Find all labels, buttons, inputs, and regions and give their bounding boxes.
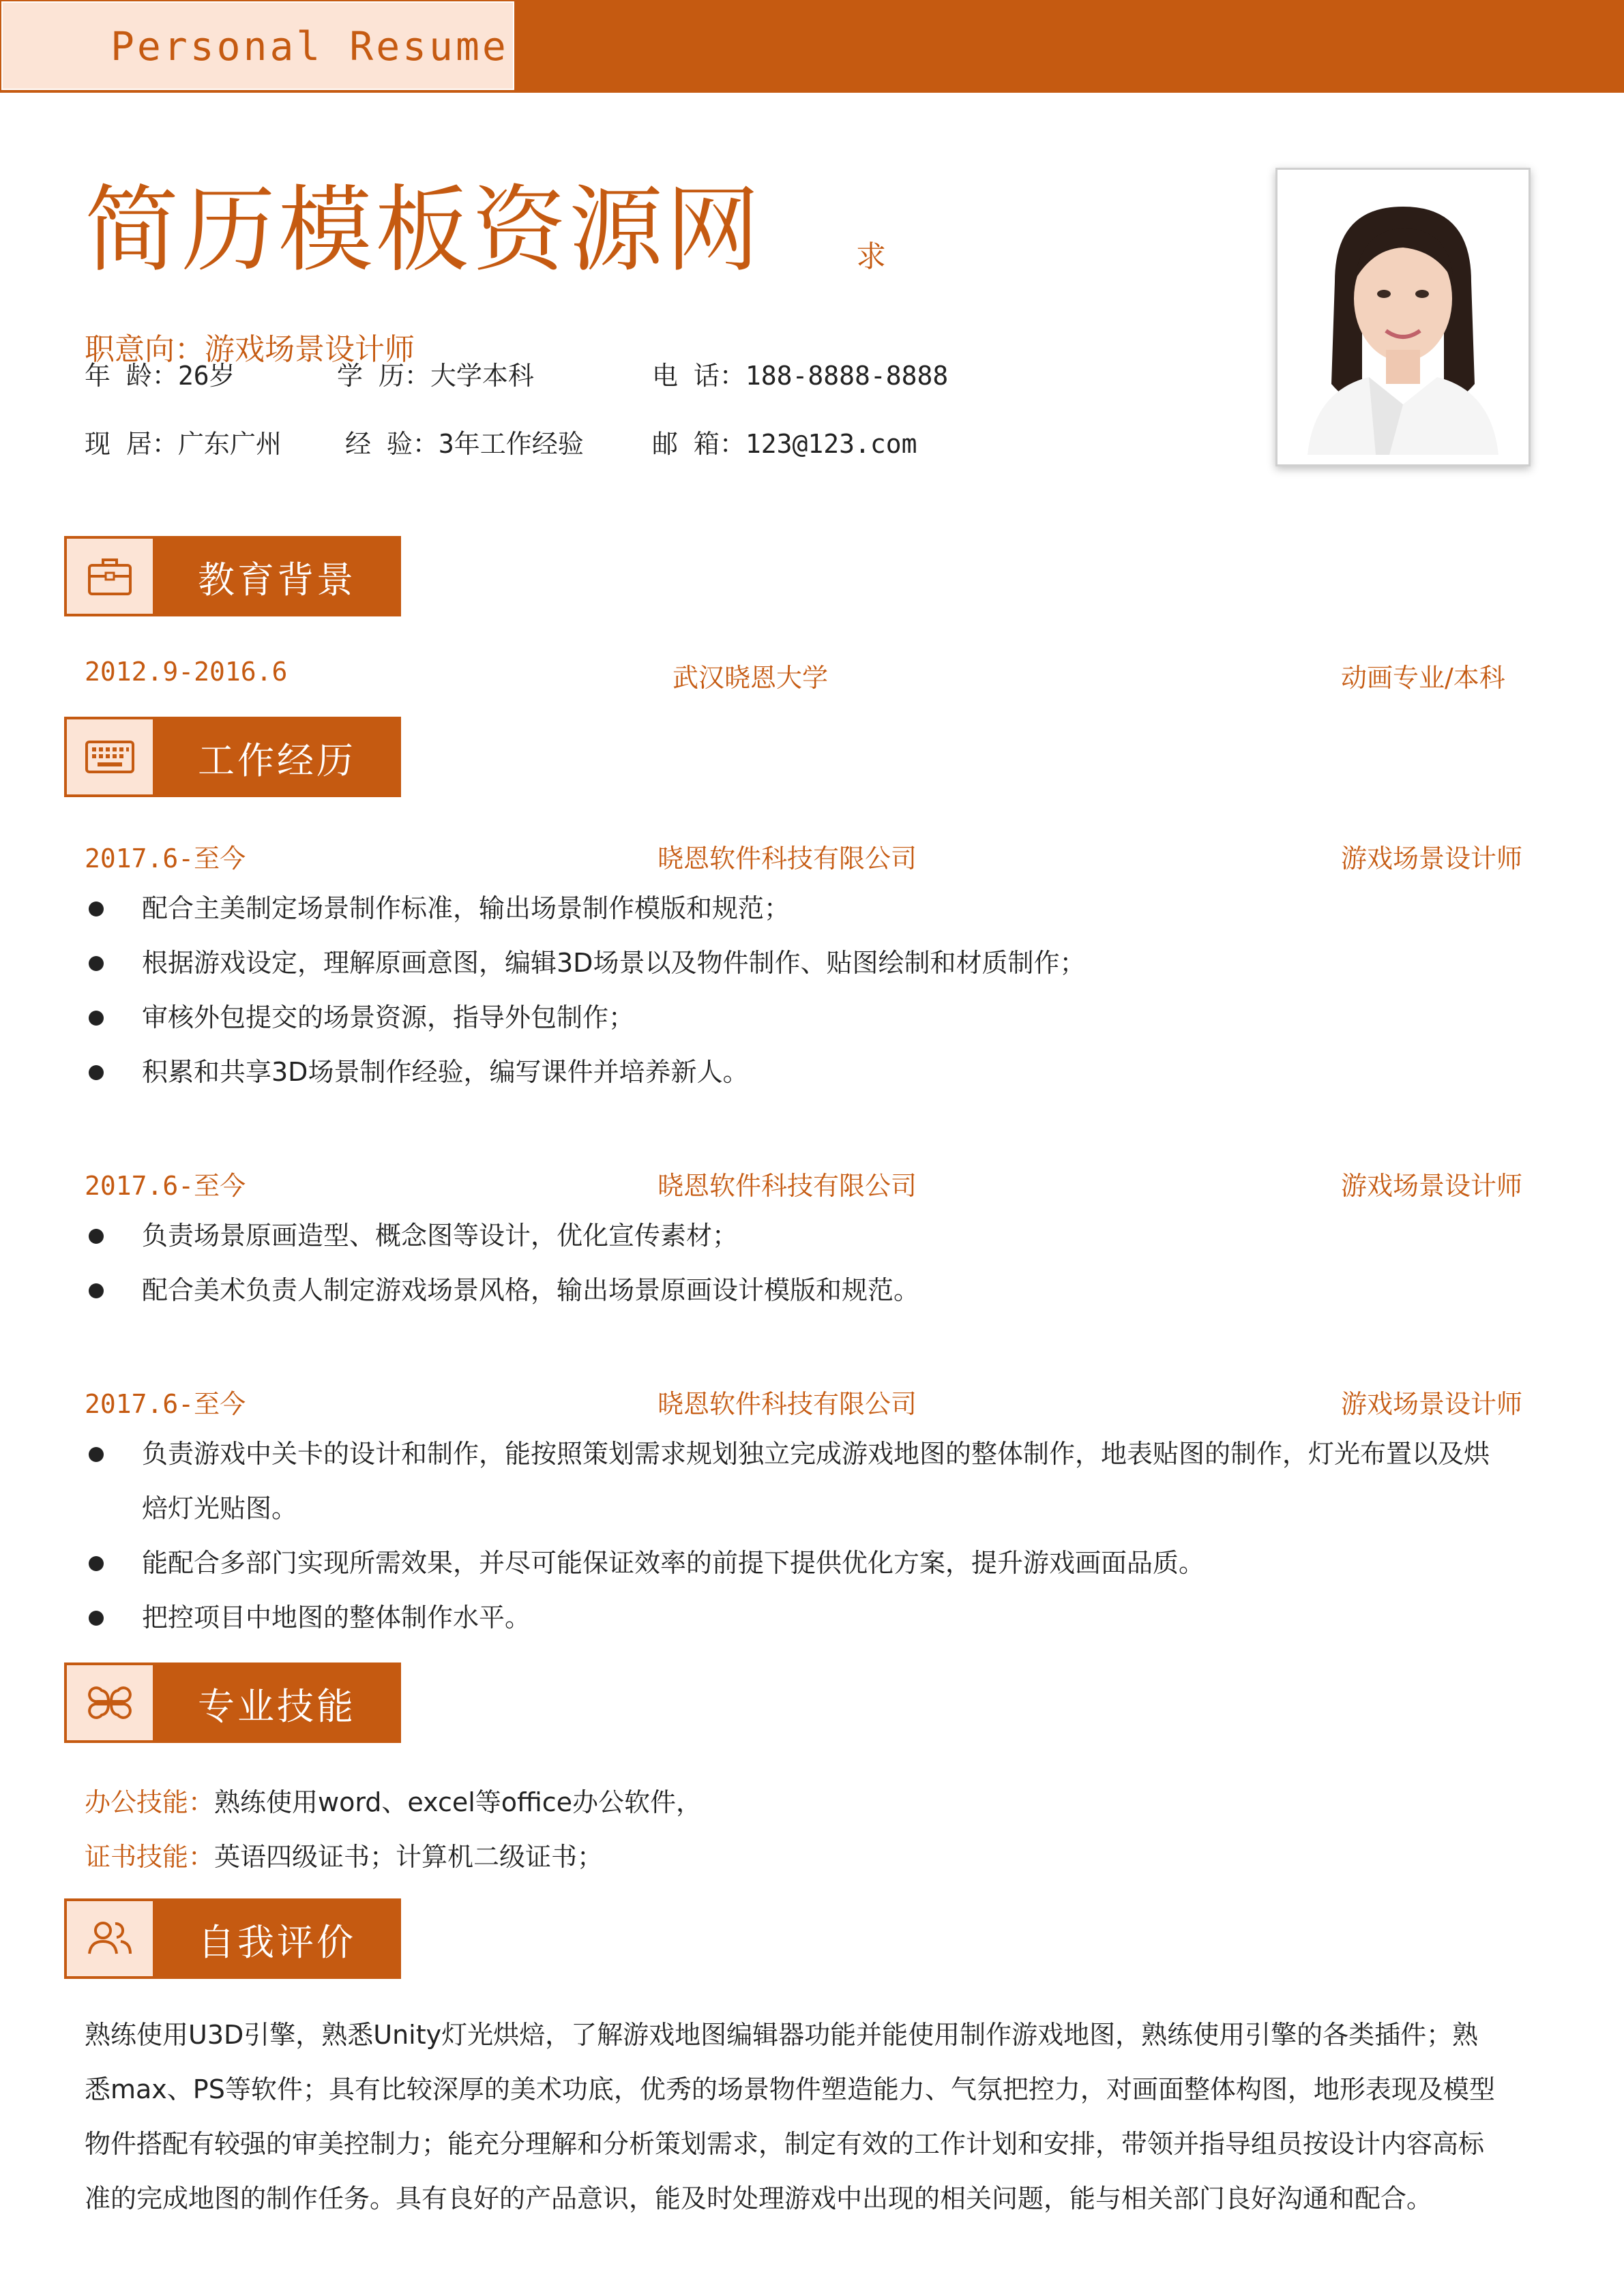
section-icon-box (67, 1901, 153, 1976)
skill-office-row (85, 1781, 702, 1819)
job-bullet: 积累和共享3D场景制作经验，编写课件并培养新人。 (142, 1057, 749, 1087)
job-bullet: 能配合多部门实现所需效果，并尽可能保证效率的前提下提供优化方案，提升游戏画面品质。 (142, 1548, 1205, 1578)
education-school: 武汉晓恩大学 (673, 663, 829, 693)
section-title: 工作经历 (198, 739, 356, 782)
education-major: 动画专业/本科 (1341, 663, 1505, 693)
bullet-dot (89, 1283, 104, 1298)
self-eval-line: 准的完成地图的制作任务。具有良好的产品意识，能及时处理游戏中出现的相关问题，能与相关部门良好沟通和配合。 (85, 2183, 1433, 2213)
job-role: 游戏场景设计师 (1341, 1389, 1523, 1419)
skill-cert-label: 证书技能： (85, 1842, 215, 1872)
resume-name: 简历模板资源网 (85, 175, 763, 285)
info-email: 邮 箱：123@123.com (652, 429, 917, 459)
seek-char: 求 (856, 239, 886, 274)
banner-title-box (1, 1, 514, 90)
bullet-dot (89, 1556, 104, 1571)
job-role: 游戏场景设计师 (1341, 1171, 1523, 1201)
section-title: 自我评价 (198, 1921, 356, 1964)
info-age: 年 龄：26岁 (85, 361, 235, 391)
job-period: 2017.6-至今 (85, 1389, 246, 1419)
section-skills-header (64, 1663, 401, 1743)
portrait-image (1287, 179, 1519, 455)
section-education-header (64, 536, 401, 616)
job-bullet: 配合主美制定场景制作标准，输出场景制作模版和规范； (142, 893, 791, 923)
clover-icon (83, 1675, 137, 1730)
education-period: 2012.9-2016.6 (85, 657, 288, 687)
briefcase-icon (83, 549, 137, 603)
job-bullet: 把控项目中地图的整体制作水平。 (142, 1602, 531, 1632)
info-phone: 电 话：188-8888-8888 (652, 361, 949, 391)
bullet-dot (89, 1229, 104, 1244)
info-education: 学 历：大学本科 (337, 361, 534, 391)
section-title: 教育背景 (198, 558, 356, 601)
section-work-header (64, 717, 401, 797)
self-eval-line: 物件搭配有较强的审美控制力；能充分理解和分析策划需求，制定有效的工作计划和安排，带领并指导组员按设计内容高标 (85, 2129, 1485, 2159)
job-company: 晓恩软件科技有限公司 (658, 844, 917, 874)
section-icon-box (67, 539, 153, 614)
section-icon-box (67, 719, 153, 794)
skill-office-label: 办公技能： (85, 1787, 215, 1817)
job-bullet: 根据游戏设定，理解原画意图，编辑3D场景以及物件制作、贴图绘制和材质制作； (142, 948, 1086, 978)
job-bullet: 审核外包提交的场景资源，指导外包制作； (142, 1002, 635, 1032)
job-bullet: 配合美术负责人制定游戏场景风格，输出场景原画设计模版和规范。 (142, 1275, 920, 1305)
job-company: 晓恩软件科技有限公司 (658, 1389, 917, 1419)
bullet-dot (89, 1447, 104, 1462)
info-experience: 经 验：3年工作经验 (345, 429, 584, 459)
job-company: 晓恩软件科技有限公司 (658, 1171, 917, 1201)
skill-cert-text: 英语四级证书；计算机二级证书； (214, 1842, 604, 1872)
skill-office-text: 熟练使用word、excel等office办公软件， (214, 1787, 703, 1817)
bullet-dot (89, 1065, 104, 1080)
job-bullet: 负责游戏中关卡的设计和制作，能按照策划需求规划独立完成游戏地图的整体制作，地表贴图的制作，灯光布置以及烘 (142, 1439, 1490, 1469)
section-title: 专业技能 (198, 1685, 356, 1728)
users-icon (83, 1911, 137, 1966)
job-role: 游戏场景设计师 (1341, 844, 1523, 874)
section-self-header (64, 1898, 401, 1979)
section-icon-box (67, 1665, 153, 1740)
job-period: 2017.6-至今 (85, 1171, 246, 1201)
job-bullet-continuation: 焙灯光贴图。 (142, 1493, 298, 1523)
banner-title: Personal Resume (110, 23, 509, 70)
info-residence: 现 居：广东广州 (85, 429, 282, 459)
self-eval-line: 悉max、PS等软件；具有比较深厚的美术功底，优秀的场景物件塑造能力、气氛把控力，对画面整体构图，地形表现及模型 (85, 2074, 1495, 2104)
job-bullet: 负责场景原画造型、概念图等设计，优化宣传素材； (142, 1221, 739, 1251)
bullet-dot (89, 1011, 104, 1026)
keyboard-icon (83, 730, 137, 784)
job-period: 2017.6-至今 (85, 844, 246, 874)
bullet-dot (89, 956, 104, 971)
bullet-dot (89, 1611, 104, 1626)
self-eval-line: 熟练使用U3D引擎，熟悉Unity灯光烘焙，了解游戏地图编辑器功能并能使用制作游戏地图，熟练使用引擎的各类插件；熟 (85, 2020, 1479, 2050)
profile-photo (1275, 168, 1531, 466)
bullet-dot (89, 901, 104, 916)
skill-cert-row (85, 1836, 603, 1873)
job-intent: 职意向：游戏场景设计师 (85, 332, 415, 367)
